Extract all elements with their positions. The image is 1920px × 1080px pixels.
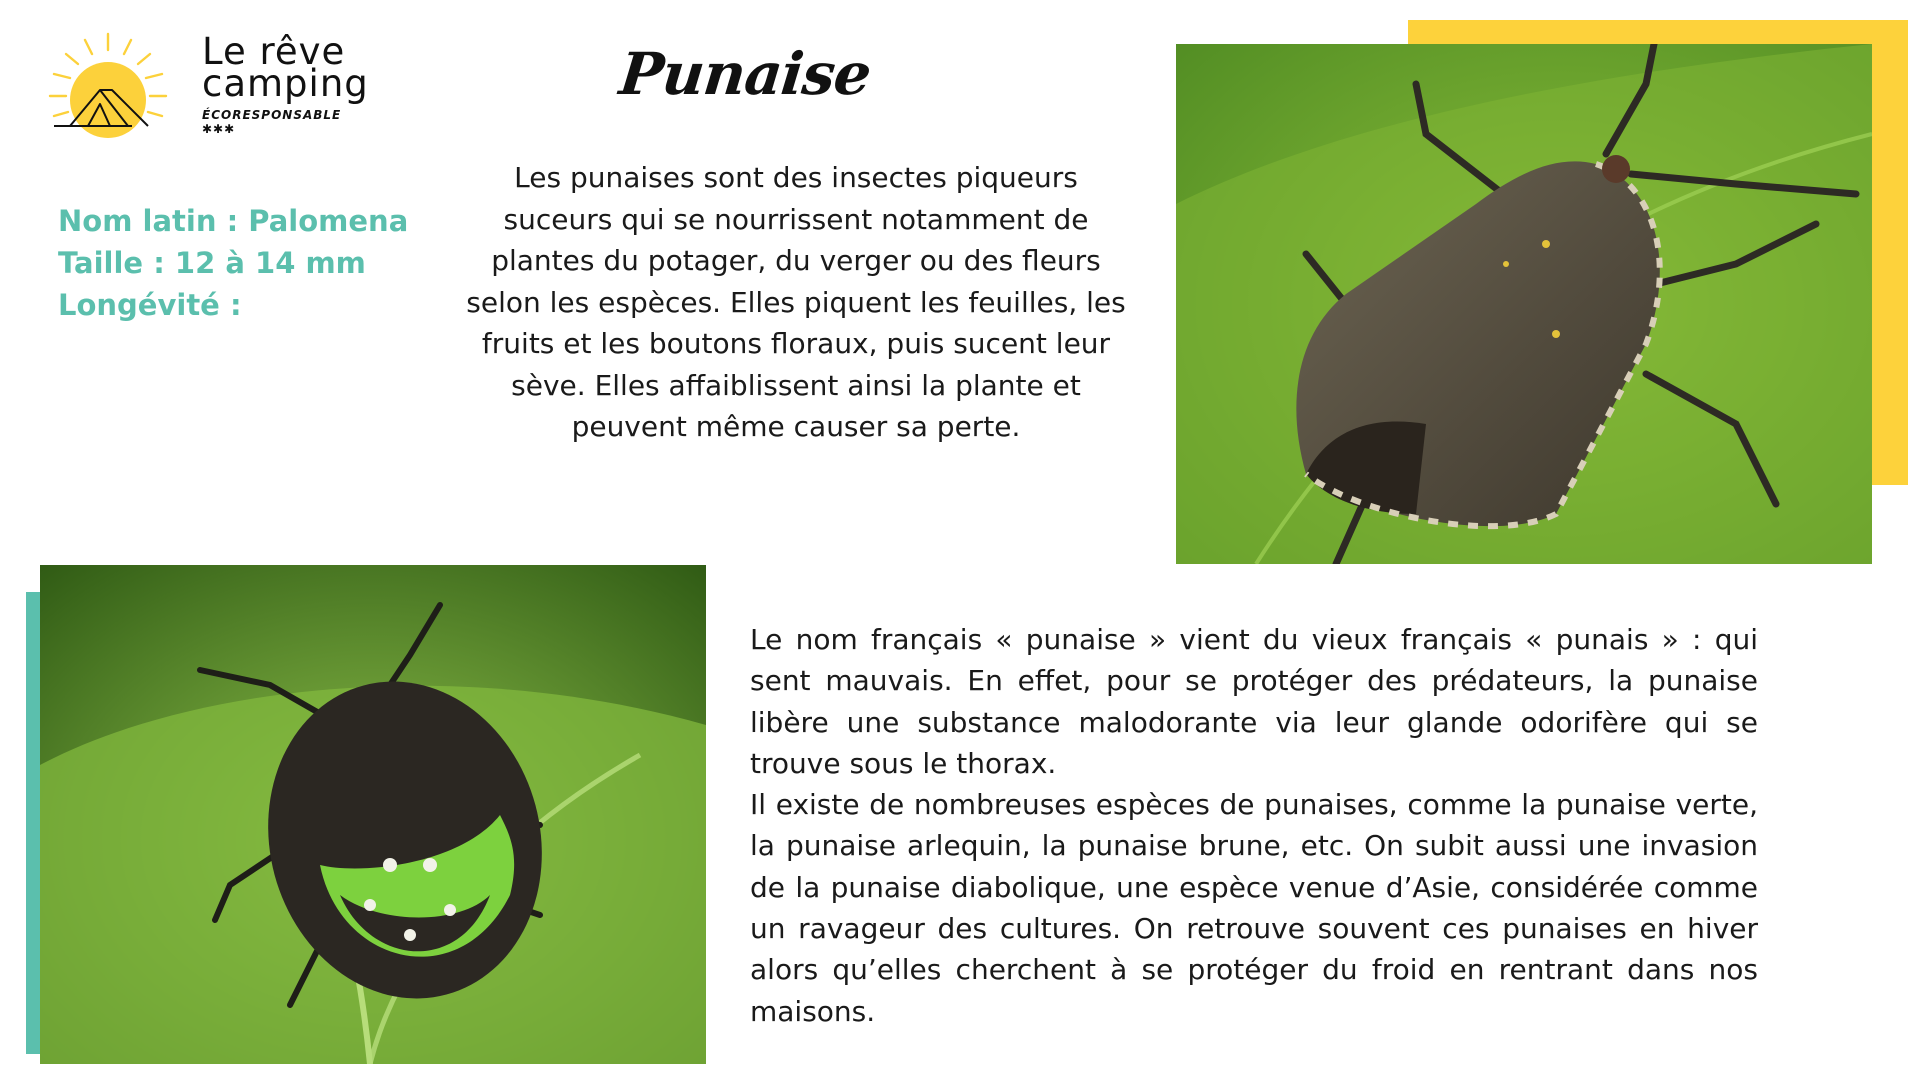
stink-bug-adult-illustration bbox=[1176, 44, 1872, 564]
fact-size: Taille : 12 à 14 mm bbox=[58, 246, 366, 280]
stink-bug-nymph-illustration bbox=[40, 565, 706, 1064]
brand-name-line2: camping bbox=[202, 62, 369, 105]
brand-logo bbox=[40, 28, 369, 138]
stink-bug-adult-photo bbox=[1176, 44, 1872, 564]
tagline-stars: ✱✱✱ bbox=[202, 122, 236, 136]
brand-name-line1: Le rêve bbox=[202, 30, 346, 73]
page-title: Punaise bbox=[616, 40, 874, 108]
fact-longevity: Longévité : bbox=[58, 288, 242, 322]
body-paragraph-origin: Le nom français « punaise » vient du vieux français « punais » : qui sent mauvais. En effet, pour se protéger des prédateurs, la punaise libère une substance malodorante via leur glande odorifère qui se trouve sous le thorax. bbox=[750, 623, 1758, 780]
brand-tagline bbox=[202, 108, 360, 136]
stink-bug-nymph-photo bbox=[40, 565, 706, 1064]
tagline-text: ÉCORESPONSABLE bbox=[202, 108, 342, 122]
sun-tent-logo-icon bbox=[40, 28, 190, 138]
body-text bbox=[750, 619, 1758, 1032]
body-paragraph-species: Il existe de nombreuses espèces de punaises, comme la punaise verte, la punaise arlequin, la punaise brune, etc. On subit aussi une invasion de la punaise diabolique, une espèce venue d’Asie, considérée comme un ravageur des cultures. On retrouve souvent ces punaises en hiver alors qu’elles cherchent à se protéger du froid en rentrant dans nos maisons. bbox=[750, 788, 1758, 1028]
teal-bar-decoration bbox=[26, 592, 40, 1054]
facts-list bbox=[58, 200, 408, 326]
fact-latin-name: Nom latin : Palomena bbox=[58, 204, 409, 238]
intro-paragraph: Les punaises sont des insectes piqueurs suceurs qui se nourrissent notamment de plantes du potager, du verger ou des fleurs selon les espèces. Elles piquent les feuilles, les fruits et les boutons floraux, puis sucent leur sève. Elles affaiblissent ainsi la plante et peuvent même causer sa perte. bbox=[466, 161, 1126, 443]
